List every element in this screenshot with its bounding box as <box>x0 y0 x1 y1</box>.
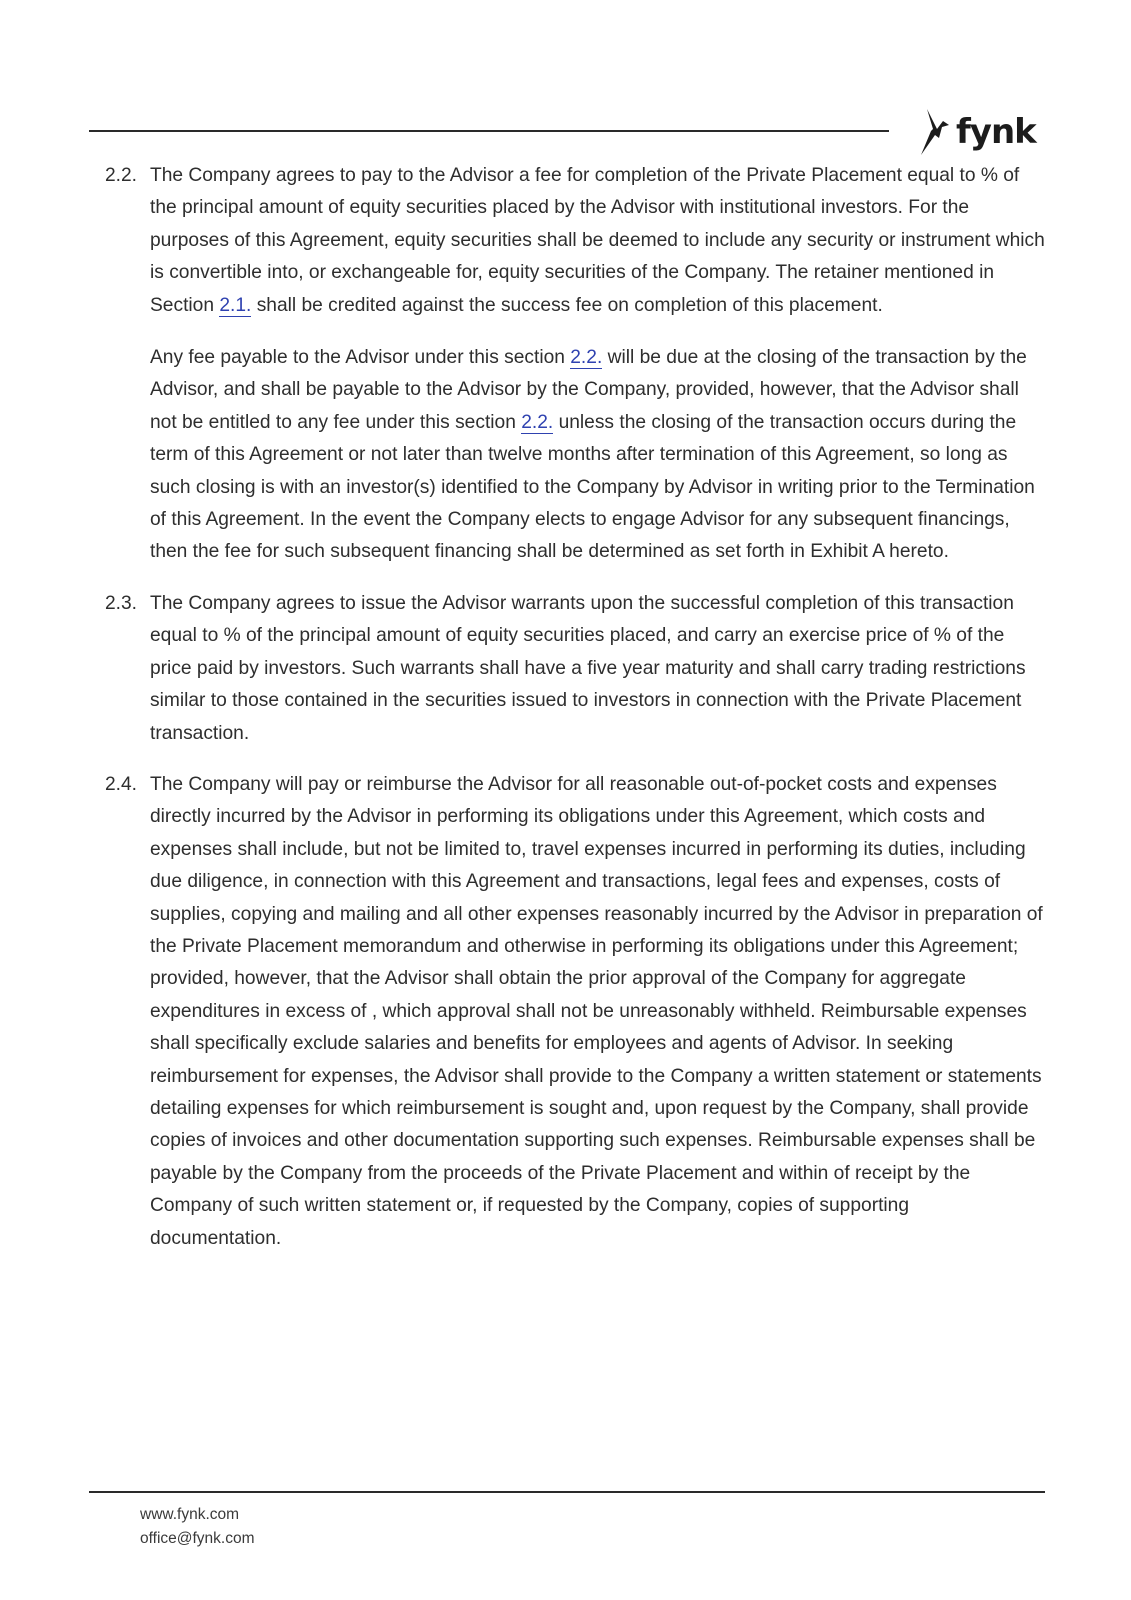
paragraph-text: The Company will pay or reimburse the Advisor for all reasonable out-of-pocket costs and expenses directly incurred by the Advisor in performing its obligations under this Agreement, which costs and expenses shall include, but not be limited to, travel expenses incurred in performing its duties, including due diligence, in connection with this Agreement and transactions, legal fees and expenses, costs of supplies, copying and mailing and all other expenses reasonably incurred by the Advisor in preparation of the Private Placement memorandum and otherwise in performing its obligations under this Agreement; provided, however, that the Advisor shall obtain the prior approval of the Company for aggregate expenditures in excess of , which approval shall not be unreasonably withheld. Reimbursable expenses shall specifically exclude salaries and benefits for employees and agents of Advisor. In seeking reimbursement for expenses, the Advisor shall provide to the Company a written statement or statements detailing expenses for which reimbursement is sought and, upon request by the Company, shall provide copies of invoices and other documentation supporting such expenses. Reimbursable expenses shall be payable by the Company from the proceeds of the Private Placement and within of receipt by the Company of such written statement or, if requested by the Company, copies of supporting documentation. <box>150 773 1043 1249</box>
clause-body <box>150 160 1045 569</box>
clause-body <box>150 588 1045 750</box>
footer-divider <box>89 1491 1045 1493</box>
clause-number: 2.2. <box>105 165 138 186</box>
clause-number: 2.4. <box>105 773 138 795</box>
clause <box>105 588 1045 750</box>
paragraph-text: will be due at the closing of the transaction by the Advisor, and shall be payable to the Advisor by the Company, provided, however, that the Advisor shall not be entitled to any fee under this section <box>150 347 1027 433</box>
document-body <box>105 160 1045 1274</box>
logo-text: fynk <box>956 112 1036 152</box>
clause-paragraph <box>150 769 1045 1255</box>
footer <box>140 1503 255 1551</box>
clause-paragraph <box>150 160 1045 322</box>
fynk-logo <box>918 106 1036 158</box>
paragraph-text: The Company agrees to pay to the Advisor a fee for completion of the Private Placement equal to % of the principal amount of equity securities placed by the Advisor with institutional investors. For the purposes of this Agreement, equity securities shall be deemed to include any security or instrument which is convertible into, or exchangeable for, equity securities of the Company. The retainer mentioned in Section <box>150 165 1045 316</box>
clause-body <box>150 769 1045 1255</box>
section-reference-link[interactable]: 2.1. <box>219 294 252 316</box>
fynk-bird-icon <box>918 107 952 157</box>
clause-paragraph <box>150 588 1045 750</box>
footer-email: office@fynk.com <box>140 1530 255 1547</box>
clause <box>105 769 1045 1255</box>
paragraph-text: shall be credited against the success fee on completion of this placement. <box>251 294 883 316</box>
header-divider <box>89 130 889 132</box>
paragraph-text: Any fee payable to the Advisor under this section <box>150 347 571 369</box>
clause <box>105 160 1045 569</box>
paragraph-text: The Company agrees to issue the Advisor warrants upon the successful completion of this transaction equal to % of the principal amount of equity securities placed, and carry an exercise price of % of the price paid by investors. Such warrants shall have a five year maturity and shall carry trading restrictions similar to those contained in the securities issued to investors in connection with the Private Placement transaction. <box>150 592 1026 744</box>
clause-paragraph <box>150 342 1045 569</box>
section-reference-link[interactable]: 2.2. <box>570 347 603 369</box>
paragraph-text: unless the closing of the transaction occurs during the term of this Agreement or not later than twelve months after termination of this Agreement, so long as such closing is with an investor(s) identified to the Company by Advisor in writing prior to the Termination of this Agreement. In the event the Company elects to engage Advisor for any subsequent financings, then the fee for such subsequent financing shall be determined as set forth in Exhibit A hereto. <box>150 411 1035 563</box>
section-reference-link[interactable]: 2.2. <box>521 411 554 433</box>
clause-number: 2.3. <box>105 592 138 614</box>
footer-website: www.fynk.com <box>140 1506 240 1523</box>
